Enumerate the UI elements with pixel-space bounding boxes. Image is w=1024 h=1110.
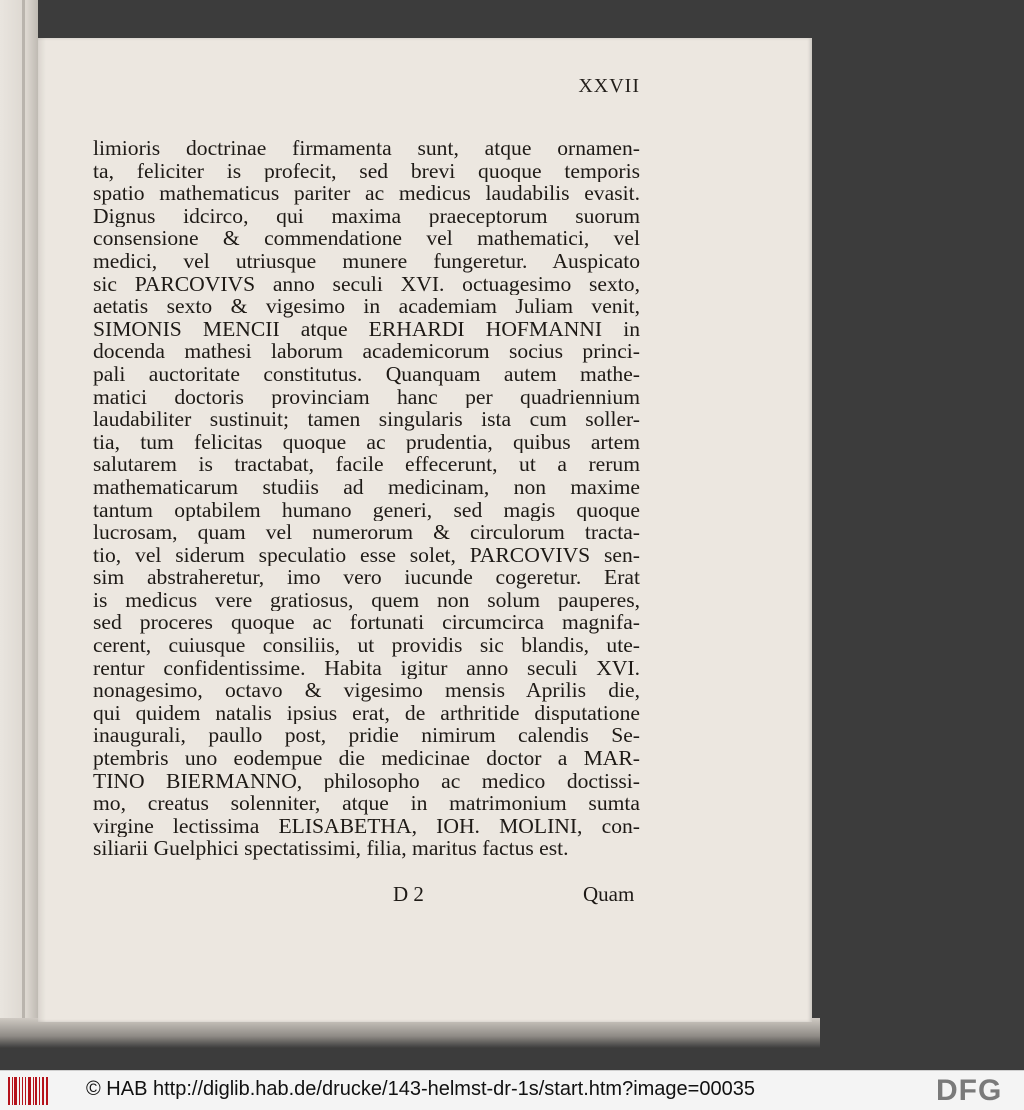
text-line: TINO BIERMANNO, philosopho ac medico doctissi- <box>93 769 640 793</box>
text-line: inaugurali, paullo post, pridie nimirum calendis Se- <box>93 724 640 748</box>
text-line: ptembris uno eodempue die medicinae doctor a MAR- <box>93 747 640 770</box>
running-head: XXVII <box>578 75 640 97</box>
hab-barcode-logo <box>8 1077 48 1105</box>
text-line: matici doctoris provinciam hanc per quadriennium <box>93 385 640 409</box>
text-line: tantum optabilem humano generi, sed magis quoque <box>93 498 640 522</box>
text-line: aetatis sexto & vigesimo in academiam Juliam venit, <box>93 295 640 318</box>
text-line: tio, vel siderum speculatio esse solet, PARCOVIVS sen- <box>93 543 640 567</box>
text-line: sed proceres quoque ac fortunati circumcirca magnifa- <box>93 611 640 635</box>
page-shadow <box>0 1018 820 1048</box>
text-line: limioris doctrinae firmamenta sunt, atque ornamen- <box>93 137 640 160</box>
catchword: Quam <box>583 882 635 906</box>
body-text <box>93 137 640 860</box>
text-line: laudabiliter sustinuit; tamen singularis ista cum soller- <box>93 408 640 431</box>
text-line: sim abstraheretur, imo vero iucunde cogeretur. Erat <box>93 566 640 589</box>
text-line: docenda mathesi laborum academicorum socius princi- <box>93 340 640 363</box>
text-line: Dignus idcirco, qui maxima praeceptorum suorum <box>93 204 640 228</box>
copyright-banner <box>0 1070 1024 1110</box>
text-line: mo, creatus solenniter, atque in matrimonium sumta <box>93 792 640 815</box>
text-line: pali auctoritate constitutus. Quanquam autem mathe- <box>93 362 640 386</box>
text-line: virgine lectissima ELISABETHA, IOH. MOLINI, con- <box>93 814 640 838</box>
previous-page-edge <box>0 0 38 1045</box>
text-line: siliarii Guelphici spectatissimi, filia, maritus factus est. <box>93 837 569 860</box>
text-line: lucrosam, quam vel numerorum & circulorum tractа- <box>93 521 640 544</box>
text-line: ta, feliciter is profecit, sed brevi quoque temporis <box>93 159 640 183</box>
text-line: mathematicarum studiis ad medicinam, non maxime <box>93 475 640 499</box>
text-line: medici, vel utriusque munere fungeretur. Auspicato <box>93 249 640 273</box>
text-line: salutarem is tractabat, facile effecerunt, ut a rerum <box>93 453 640 476</box>
text-line: sic PARCOVIVS anno seculi XVI. octuagesimo sexto, <box>93 272 640 296</box>
text-line: is medicus vere gratiosus, quem non solum pauperes, <box>93 588 640 612</box>
text-line: tia, tum felicitas quoque ac prudentia, quibus artem <box>93 430 640 454</box>
page-edge-line <box>22 0 25 1045</box>
text-line: nonagesimo, octavo & vigesimo mensis Aprilis die, <box>93 679 640 702</box>
text-line: spatio mathematicus pariter ac medicus laudabilis evasit. <box>93 182 640 205</box>
text-line: rentur confidentissime. Habita igitur anno seculi XVI. <box>93 656 640 680</box>
text-line: consensione & commendatione vel mathematici, vel <box>93 227 640 250</box>
dfg-logo: DFG <box>936 1074 1003 1107</box>
text-line: cerent, cuiusque consiliis, ut providis sic blandis, ute- <box>93 634 640 657</box>
copyright-link[interactable]: © HAB http://diglib.hab.de/drucke/143-helmst-dr-1s/start.htm?image=00035 <box>86 1078 755 1100</box>
signature-mark: D 2 <box>393 882 424 906</box>
text-line: qui quidem natalis ipsius erat, de arthritide disputatione <box>93 701 640 725</box>
text-line: SIMONIS MENCII atque ERHARDI HOFMANNI in <box>93 317 640 341</box>
